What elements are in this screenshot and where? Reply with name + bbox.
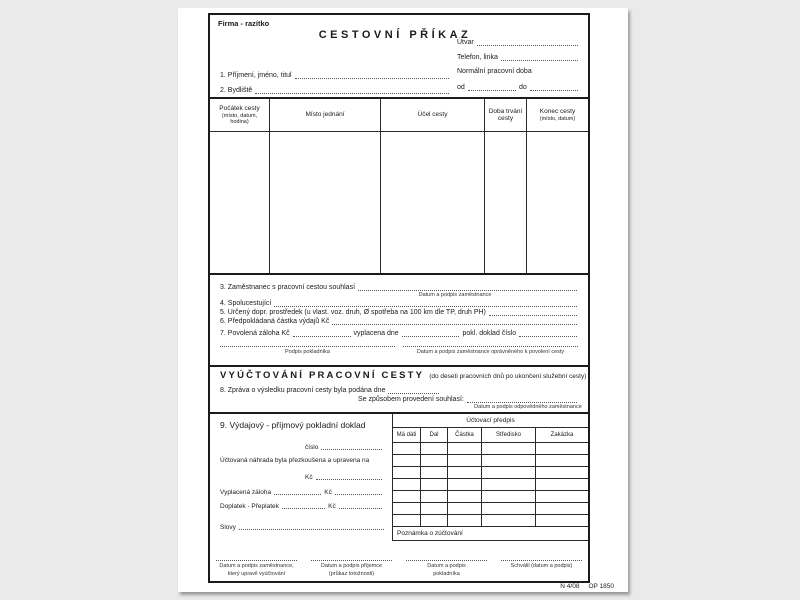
- settlement-approval-label: Se způsobem provedení souhlasí:: [358, 396, 464, 404]
- accounting-empty-cell: [421, 479, 448, 491]
- accounting-empty-cell: [421, 467, 448, 479]
- to-fill-line: [530, 83, 578, 91]
- accounting-col-order: Zakázka: [536, 428, 588, 443]
- work-hours-label: Normální pracovní doba: [457, 68, 532, 75]
- accounting-empty-cell: [448, 491, 482, 503]
- accounting-table: [392, 414, 588, 541]
- accounting-empty-cell: [536, 491, 588, 503]
- work-hours-line: [457, 68, 581, 76]
- form-code: N 4/08: [560, 582, 580, 590]
- accounting-empty-cell: [448, 467, 482, 479]
- trip-col-purpose-main: Účel cesty: [417, 111, 448, 119]
- accounting-empty-cell: [536, 455, 588, 467]
- cashier-bottom-signature-label-2: pokladníka: [433, 571, 460, 578]
- accounting-empty-cell: [393, 491, 421, 503]
- from-to-line: [457, 83, 581, 92]
- settlement-approval-fill-line: [467, 395, 577, 403]
- accounting-empty-cell: [482, 479, 536, 491]
- settlement-editor-signature-line: [216, 560, 297, 561]
- paid-advance-line: [220, 487, 385, 496]
- company-stamp-label: Firma - razítko: [218, 19, 270, 28]
- trip-col-end-sub: (místo, datum): [539, 116, 576, 123]
- advance-amount-fill-line: [293, 329, 351, 337]
- accounting-empty-cell: [448, 443, 482, 455]
- settlement-approval-line: [358, 395, 580, 404]
- surcharge-fill-line: [282, 501, 325, 509]
- companions-label: 4. Spolucestující: [220, 300, 272, 308]
- advance-line: [220, 329, 580, 338]
- trip-table: [210, 99, 588, 275]
- voucher-number-label: číslo: [305, 443, 319, 451]
- transport-fill-line: [489, 308, 577, 316]
- to-label: do: [519, 84, 527, 92]
- amount-in-words-label: Slovy: [220, 523, 236, 531]
- checked-amount-label: Účtovaná náhrada byla přezkoušena a upravena na: [220, 457, 370, 464]
- trip-cell-end: [527, 132, 588, 273]
- accounting-empty-cell: [393, 443, 421, 455]
- accounting-col-debit: Má dáti: [393, 428, 421, 443]
- accounting-empty-cell: [536, 443, 588, 455]
- advance-doc-fill-line: [519, 329, 577, 337]
- voucher-number-fill-line: [321, 442, 382, 450]
- trip-cell-place: [270, 132, 381, 273]
- surcharge-label: Doplatek - Přeplatek: [220, 502, 279, 510]
- report-line: [220, 386, 442, 395]
- department-label: Útvar: [457, 39, 474, 47]
- recipient-signature-label-1: Datum a podpis příjemce: [320, 563, 383, 569]
- accounting-empty-row: [393, 491, 588, 503]
- estimated-costs-fill-line: [332, 317, 577, 325]
- paid-advance-label: Vyplacená záloha: [220, 488, 272, 496]
- accounting-empty-row: [393, 515, 588, 527]
- accounting-header-row: [393, 428, 588, 443]
- address-fill-line: [255, 86, 449, 94]
- accounting-empty-cell: [421, 455, 448, 467]
- advance-label: 7. Povolená záloha Kč: [220, 330, 290, 338]
- employee-name-line: [220, 71, 452, 80]
- companions-line: [220, 299, 580, 308]
- accounting-empty-cell: [482, 467, 536, 479]
- consent-signature-hint: Datum a podpis zaměstnance: [418, 292, 492, 298]
- accounting-empty-cell: [482, 503, 536, 515]
- cashier-bottom-signature-label-1: Datum a podpis: [427, 563, 466, 569]
- form-header-section: [210, 15, 588, 99]
- accounting-empty-cell: [393, 467, 421, 479]
- paid-advance-amount-fill-line: [335, 487, 382, 495]
- trip-col-place-header: [270, 99, 381, 132]
- approver-signature-line: [501, 560, 582, 561]
- accounting-empty-cell: [536, 479, 588, 491]
- trip-col-end-header: [527, 99, 588, 132]
- settlement-title: VYÚČTOVÁNÍ PRACOVNÍ CESTY: [220, 370, 425, 381]
- department-line: [457, 38, 581, 47]
- advance-date-fill-line: [402, 329, 460, 337]
- settlement-editor-signature-block: [216, 560, 297, 577]
- from-fill-line: [468, 83, 516, 91]
- report-label: 8. Zpráva o výsledku pracovní cesty byla podána dne: [220, 387, 386, 395]
- accounting-empty-rows: [393, 443, 588, 527]
- estimated-costs-line: [220, 317, 580, 326]
- advance-doc-label: pokl. doklad číslo: [462, 330, 517, 338]
- accounting-empty-cell: [536, 503, 588, 515]
- accounting-empty-row: [393, 503, 588, 515]
- voucher-title: 9. Výdajový - příjmový pokladní doklad: [220, 420, 366, 430]
- recipient-signature-line: [311, 560, 392, 561]
- consent-label: 3. Zaměstnanec s pracovní cestou souhlasí: [220, 284, 356, 292]
- accounting-empty-cell: [393, 479, 421, 491]
- trip-col-start-header: [210, 99, 270, 132]
- approver-signature-label-1: Schválil (datum a podpis): [510, 563, 573, 569]
- travel-order-form: [208, 13, 590, 583]
- accounting-empty-row: [393, 455, 588, 467]
- accounting-empty-cell: [393, 503, 421, 515]
- settlement-title-note: (do deseti pracovních dnů po ukončení služební cesty): [429, 373, 587, 380]
- accounting-col-amount: Částka: [448, 428, 482, 443]
- accounting-empty-cell: [448, 503, 482, 515]
- currency-label: Kč: [328, 502, 336, 510]
- cashier-bottom-signature-line: [406, 560, 487, 561]
- checked-amount-fill-line: [316, 472, 382, 480]
- accounting-col-center: Středisko: [482, 428, 536, 443]
- accounting-empty-cell: [421, 503, 448, 515]
- phone-fill-line: [501, 53, 578, 61]
- accounting-col-credit: Dal: [421, 428, 448, 443]
- accounting-empty-row: [393, 467, 588, 479]
- trip-col-end-main: Konec cesty: [539, 107, 576, 115]
- advance-paid-label: vyplacena dne: [353, 330, 399, 338]
- accounting-title: Účtovací předpis: [393, 414, 588, 428]
- trip-cell-duration: [485, 132, 527, 273]
- consent-fill-line: [358, 283, 577, 291]
- bottom-signatures-row: [216, 560, 582, 577]
- voucher-number-line: [305, 442, 385, 451]
- accounting-note-label: Poznámka o zúčtování: [393, 527, 588, 541]
- accounting-empty-cell: [448, 455, 482, 467]
- currency-label: Kč: [324, 488, 332, 496]
- accounting-empty-cell: [536, 467, 588, 479]
- employee-name-fill-line: [295, 71, 449, 79]
- from-label: od: [457, 84, 465, 92]
- authorizer-signature-label: Datum a podpis zaměstnance oprávněného k povolení cesty: [416, 349, 565, 355]
- accounting-empty-cell: [536, 515, 588, 527]
- companions-fill-line: [274, 299, 577, 307]
- cashier-signature-block: [220, 346, 395, 355]
- trip-cell-start: [210, 132, 270, 273]
- consent-line: [220, 283, 580, 292]
- accounting-empty-row: [393, 479, 588, 491]
- form-paper: [178, 8, 628, 592]
- address-line: [220, 86, 452, 95]
- report-date-fill-line: [388, 386, 439, 394]
- settlement-editor-signature-label-1: Datum a podpis zaměstnance,: [219, 563, 294, 569]
- surcharge-amount-fill-line: [339, 501, 382, 509]
- department-fill-line: [477, 38, 578, 46]
- amount-in-words-fill-line: [239, 522, 384, 530]
- accounting-empty-row: [393, 443, 588, 455]
- accounting-empty-cell: [393, 455, 421, 467]
- transport-line: [220, 308, 580, 317]
- form-print-codes: [560, 583, 614, 590]
- authorizer-signature-line: [403, 346, 578, 347]
- voucher-section: [210, 414, 588, 581]
- print-code: OP 1850: [588, 582, 614, 590]
- accounting-empty-cell: [482, 455, 536, 467]
- accounting-empty-cell: [448, 479, 482, 491]
- trip-col-place-main: Místo jednání: [305, 111, 345, 119]
- trip-cell-purpose: [381, 132, 485, 273]
- accounting-empty-cell: [482, 443, 536, 455]
- trip-col-duration-header: [485, 99, 527, 132]
- approver-signature-block: [501, 560, 582, 577]
- accounting-empty-cell: [482, 515, 536, 527]
- transport-label: 5. Určený dopr. prostředek (u vlast. voz. druh, Ø spotřeba na 100 km dle TP, druh PH): [220, 309, 486, 317]
- currency-label: Kč: [305, 473, 313, 481]
- amount-in-words-line: [220, 522, 387, 531]
- recipient-signature-label-2: (průkaz totožnosti): [328, 571, 375, 578]
- trip-col-duration-main: Doba trvání cesty: [488, 107, 523, 122]
- accounting-empty-cell: [421, 491, 448, 503]
- authorizer-signature-block: [403, 346, 578, 355]
- checked-amount-line: [305, 472, 385, 481]
- cashier-bottom-signature-block: [406, 560, 487, 577]
- trip-col-purpose-header: [381, 99, 485, 132]
- cashier-signature-label: Podpis pokladníka: [285, 349, 330, 355]
- approval-section: [210, 275, 588, 367]
- accounting-empty-cell: [448, 515, 482, 527]
- settlement-heading: [220, 371, 586, 381]
- paid-advance-fill-line: [274, 487, 321, 495]
- form-title: CESTOVNÍ PŘÍKAZ: [318, 29, 472, 41]
- phone-line: [457, 53, 581, 62]
- cashier-signature-line: [220, 346, 395, 347]
- settlement-editor-signature-label-2: který upravil vyúčtování: [227, 571, 286, 578]
- trip-col-start-main: Počátek cesty: [219, 104, 260, 112]
- surcharge-line: [220, 501, 385, 510]
- accounting-empty-cell: [482, 491, 536, 503]
- recipient-signature-block: [311, 560, 392, 577]
- phone-label: Telefon, linka: [457, 54, 498, 62]
- address-label: 2. Bydliště: [220, 87, 253, 95]
- trip-col-start-sub: (místo, datum, hodina): [221, 113, 258, 126]
- accounting-empty-cell: [421, 515, 448, 527]
- employee-name-label: 1. Příjmení, jméno, titul: [220, 72, 292, 80]
- accounting-empty-cell: [421, 443, 448, 455]
- settlement-section: [210, 367, 588, 414]
- accounting-empty-cell: [393, 515, 421, 527]
- estimated-costs-label: 6. Předpokládaná částka výdajů Kč: [220, 318, 330, 326]
- settlement-approval-hint: Datum a podpis odpovědného zaměstnance: [474, 404, 582, 410]
